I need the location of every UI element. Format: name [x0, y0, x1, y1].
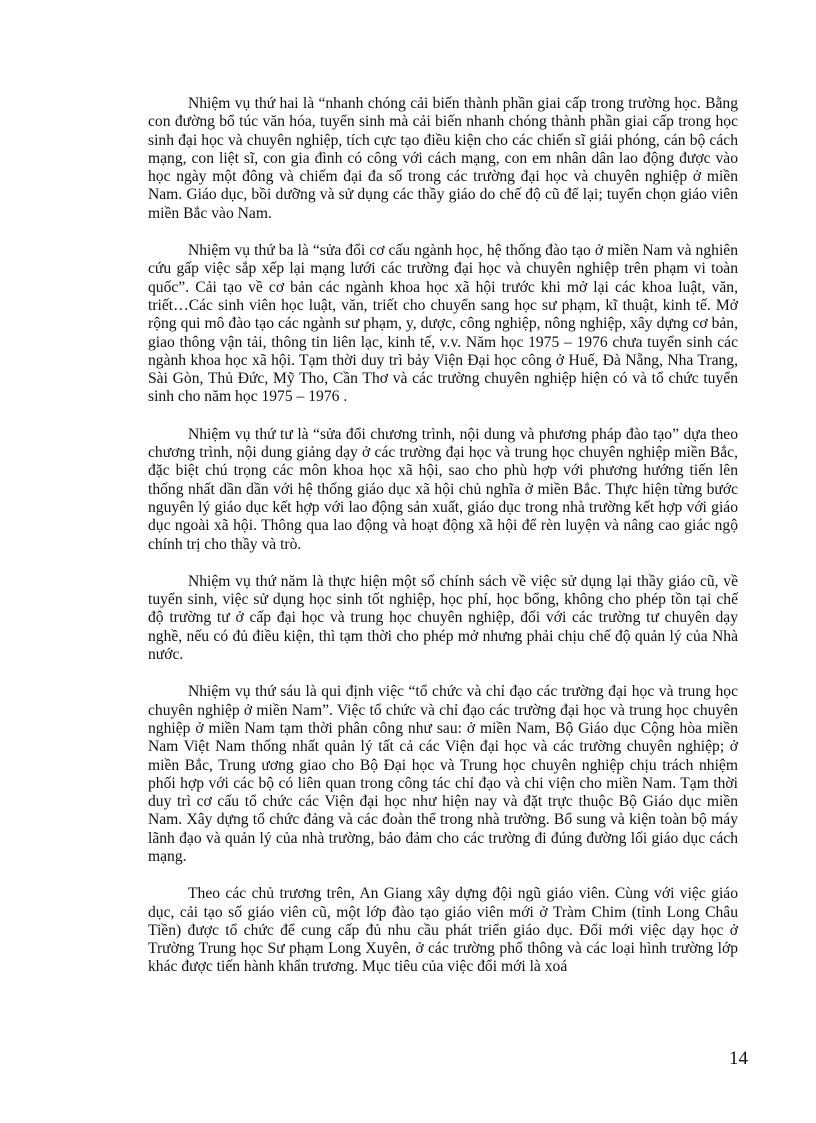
paragraph-task-three: Nhiệm vụ thứ ba là “sửa đổi cơ cấu ngành học, hệ thống đào tạo ở miền Nam và nghiên cứu gấp việc sắp xếp lại mạng lưới các trường đại học và chuyên nghiệp trên phạm vi toàn quốc”. Cải tạo về cơ bản các ngành khoa học xã hội trước khi mở lại các khoa luật, văn, triết…Các sinh viên học luật, văn, triết cho chuyển sang học sư phạm, kĩ thuật, kinh tế. Mở rộng qui mô đào tạo các ngành sư phạm, y, dược, công nghiệp, nông nghiệp, xây dựng cơ bản, giao thông vận tải, thông tin liên lạc, kinh tế, v.v. Năm học 1975 – 1976 chưa tuyển sinh các ngành khoa học xã hội. Tạm thời duy trì bảy Viện Đại học công ở Huế, Đà Nẵng, Nha Trang, Sài Gòn, Thủ Đức, Mỹ Tho, Cần Thơ và các trường chuyên nghiệp hiện có và tổ chức tuyển sinh cho năm học 1975 – 1976 . [148, 242, 738, 406]
page-number: 14 [729, 1048, 748, 1069]
page-body [148, 95, 738, 977]
paragraph-task-four: Nhiệm vụ thứ tư là “sửa đổi chương trình, nội dung và phương pháp đào tạo” dựa theo chương trình, nội dung giảng dạy ở các trường đại học và trung học chuyên nghiệp miền Bắc, đặc biệt chú trọng các môn khoa học xã hội, sao cho phù hợp với phương hướng tiến lên thống nhất dần dần với hệ thống giáo dục xã hội chủ nghĩa ở miền Bắc. Thực hiện từng bước nguyên lý giáo dục kết hợp với lao động sản xuất, giáo dục trong nhà trường kết hợp với giáo dục ngoài xã hội. Thông qua lao động và hoạt động xã hội để rèn luyện và nâng cao giác ngộ chính trị cho thầy và trò. [148, 425, 738, 553]
paragraph-an-giang: Theo các chủ trương trên, An Giang xây dựng đội ngũ giáo viên. Cùng với việc giáo dục, cải tạo số giáo viên cũ, một lớp đào tạo giáo viên mới ở Tràm Chim (tỉnh Long Châu Tiền) được tổ chức để cung cấp đủ nhu cầu phát triển giáo dục. Đổi mới việc dạy học ở Trường Trung học Sư phạm Long Xuyên, ở các trường phổ thông và các loại hình trường lớp khác được tiến hành khẩn trương. Mục tiêu của việc đổi mới là xoá [148, 885, 738, 976]
paragraph-task-five: Nhiệm vụ thứ năm là thực hiện một số chính sách về việc sử dụng lại thầy giáo cũ, về tuyển sinh, việc sử dụng học sinh tốt nghiệp, học phí, học bổng, không cho phép tồn tại chế độ trường tư ở cấp đại học và trung học chuyên nghiệp, đối với các trường tư chuyên dạy nghề, nếu có đủ điều kiện, thì tạm thời cho phép mở nhưng phải chịu chế độ quản lý của Nhà nước. [148, 572, 738, 664]
paragraph-task-two: Nhiệm vụ thứ hai là “nhanh chóng cải biến thành phần giai cấp trong trường học. Bằng con đường bổ túc văn hóa, tuyển sinh mà cải biến nhanh chóng thành phần giai cấp trong học sinh đại học và chuyên nghiệp, tích cực tạo điều kiện cho các chiến sĩ giải phóng, cán bộ cách mạng, con liệt sĩ, con gia đình có công với cách mạng, con em nhân dân lao động được vào học ngày một đông và chiếm đại đa số trong các trường đại học và chuyên nghiệp ở miền Nam. Giáo dục, bồi dưỡng và sử dụng các thầy giáo do chế độ cũ để lại; tuyển chọn giáo viên miền Bắc vào Nam. [148, 95, 738, 222]
paragraph-task-six: Nhiệm vụ thứ sáu là qui định việc “tổ chức và chỉ đạo các trường đại học và trung học chuyên nghiệp ở miền Nam”. Việc tổ chức và chỉ đạo các trường đại học và trung học chuyên nghiệp ở miền Nam tạm thời phân công như sau: ở miền Nam, Bộ Giáo dục Cộng hòa miền Nam Việt Nam thống nhất quản lý tất cả các Viện đại học và các trường chuyên nghiệp; ở miền Bắc, Trung ương giao cho Bộ Đại học và Trung học chuyên nghiệp chịu trách nhiệm phối hợp với các bộ có liên quan trong công tác chỉ đạo và chi viện cho miền Nam. Tạm thời duy trì cơ cấu tổ chức các Viện đại học như hiện nay và đặt trực thuộc Bộ Giáo dục miền Nam. Xây dựng tổ chức đảng và các đoàn thể trong nhà trường. Bổ sung và kiện toàn bộ máy lãnh đạo và quản lý của nhà trường, bảo đảm cho các trường đi đúng đường lối giáo dục cách mạng. [148, 683, 738, 865]
